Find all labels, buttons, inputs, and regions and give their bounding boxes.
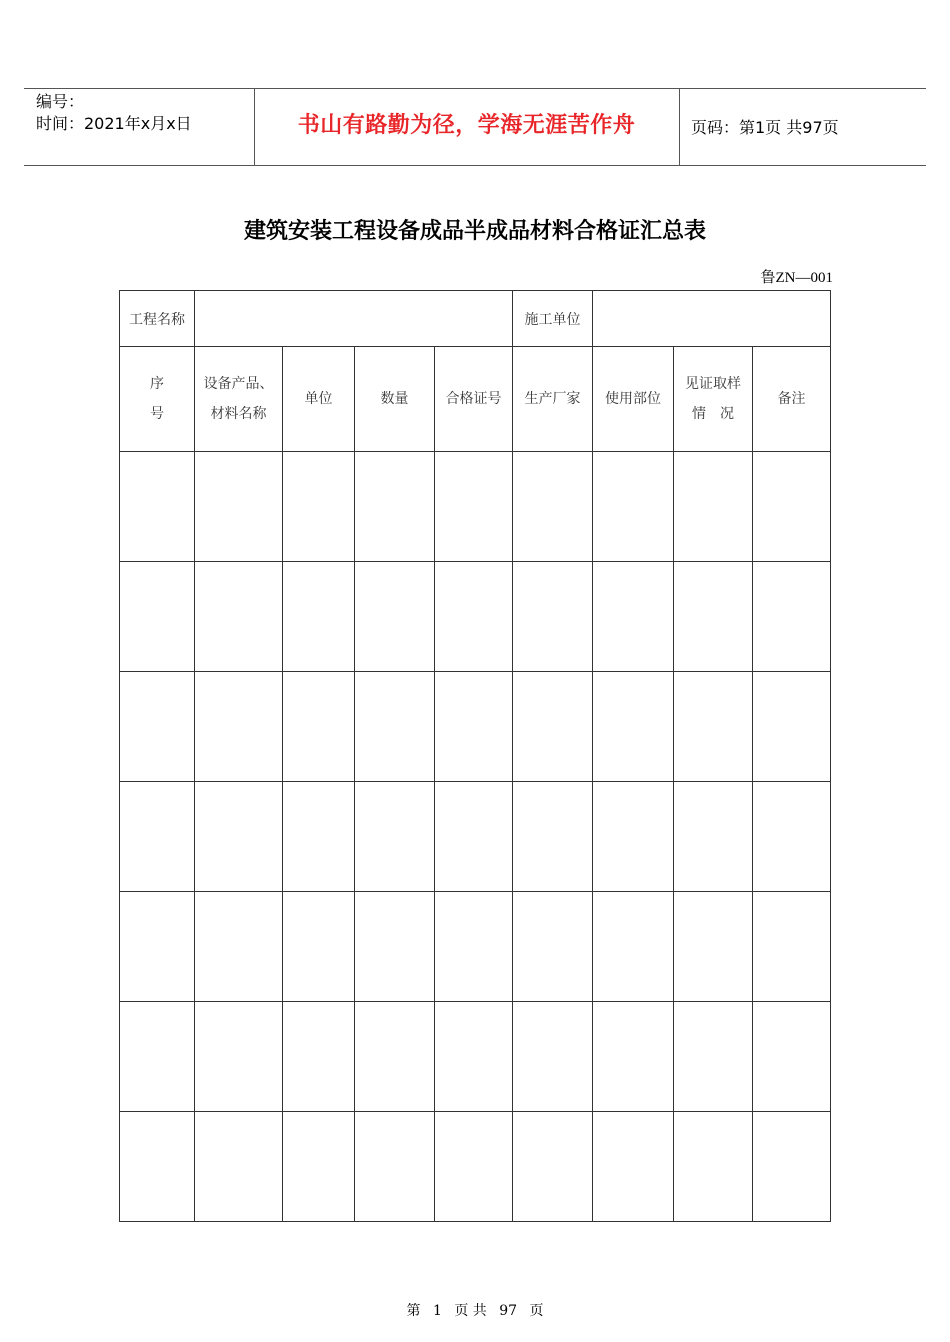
col-witness-line1: 见证取样 <box>685 376 741 392</box>
cell-quantity[interactable] <box>355 562 435 672</box>
cell-witness[interactable] <box>674 1002 753 1112</box>
time-label: 时间：2021年x月x日 <box>36 114 192 133</box>
cell-material[interactable] <box>195 562 283 672</box>
cell-usage-location[interactable] <box>593 672 674 782</box>
cell-remarks[interactable] <box>753 892 831 1002</box>
cell-usage-location[interactable] <box>593 452 674 562</box>
footer-current-page: 1 <box>432 1303 442 1319</box>
cell-manufacturer[interactable] <box>513 562 593 672</box>
cell-witness[interactable] <box>674 1112 753 1222</box>
cell-remarks[interactable] <box>753 452 831 562</box>
page-footer <box>0 1300 950 1320</box>
cell-manufacturer[interactable] <box>513 782 593 892</box>
cell-certificate-no[interactable] <box>435 1112 513 1222</box>
table-row <box>120 562 831 672</box>
cell-certificate-no[interactable] <box>435 672 513 782</box>
header-top-rule <box>24 88 926 89</box>
cell-usage-location[interactable] <box>593 1002 674 1112</box>
col-certificate-no: 合格证号 <box>435 347 513 452</box>
table-body <box>120 452 831 1222</box>
col-witness-line2: 情 况 <box>692 406 734 422</box>
cell-seq[interactable] <box>120 1112 195 1222</box>
header-bottom-rule <box>24 165 926 166</box>
col-seq <box>120 347 195 452</box>
cell-quantity[interactable] <box>355 892 435 1002</box>
cell-unit[interactable] <box>283 782 355 892</box>
footer-suffix: 页 <box>529 1303 544 1319</box>
cell-quantity[interactable] <box>355 452 435 562</box>
footer-prefix: 第 <box>406 1303 421 1319</box>
col-material-line2: 材料名称 <box>210 406 267 422</box>
col-witness <box>674 347 753 452</box>
cell-quantity[interactable] <box>355 1112 435 1222</box>
cell-quantity[interactable] <box>355 672 435 782</box>
cell-certificate-no[interactable] <box>435 1002 513 1112</box>
cell-usage-location[interactable] <box>593 1112 674 1222</box>
project-name-label: 工程名称 <box>120 291 195 347</box>
cell-material[interactable] <box>195 892 283 1002</box>
cell-seq[interactable] <box>120 672 195 782</box>
cell-unit[interactable] <box>283 1112 355 1222</box>
col-usage-location: 使用部位 <box>593 347 674 452</box>
contractor-field[interactable] <box>593 291 831 347</box>
col-manufacturer: 生产厂家 <box>513 347 593 452</box>
table-row <box>120 782 831 892</box>
cell-material[interactable] <box>195 452 283 562</box>
cell-unit[interactable] <box>283 892 355 1002</box>
cell-manufacturer[interactable] <box>513 892 593 1002</box>
contractor-label: 施工单位 <box>513 291 593 347</box>
cell-witness[interactable] <box>674 452 753 562</box>
cell-quantity[interactable] <box>355 782 435 892</box>
page-title: 建筑安装工程设备成品半成品材料合格证汇总表 <box>243 218 706 244</box>
cell-unit[interactable] <box>283 1002 355 1112</box>
cell-seq[interactable] <box>120 562 195 672</box>
page-info: 页码：第1页 共97页 <box>691 118 839 137</box>
motto-text: 书山有路勤为径，学海无涯苦作舟 <box>297 113 636 138</box>
col-seq-line2: 号 <box>150 406 164 422</box>
summary-table <box>119 290 831 1222</box>
cell-certificate-no[interactable] <box>435 782 513 892</box>
cell-witness[interactable] <box>674 892 753 1002</box>
table-row <box>120 1002 831 1112</box>
cell-certificate-no[interactable] <box>435 892 513 1002</box>
table-row <box>120 672 831 782</box>
footer-total-pages: 97 <box>499 1303 518 1319</box>
cell-seq[interactable] <box>120 1002 195 1112</box>
cell-remarks[interactable] <box>753 672 831 782</box>
cell-unit[interactable] <box>283 672 355 782</box>
project-name-field[interactable] <box>195 291 513 347</box>
project-info-row <box>120 291 831 347</box>
cell-remarks[interactable] <box>753 1002 831 1112</box>
cell-certificate-no[interactable] <box>435 452 513 562</box>
cell-seq[interactable] <box>120 452 195 562</box>
cell-usage-location[interactable] <box>593 782 674 892</box>
cell-remarks[interactable] <box>753 782 831 892</box>
col-quantity: 数量 <box>355 347 435 452</box>
cell-witness[interactable] <box>674 672 753 782</box>
cell-seq[interactable] <box>120 892 195 1002</box>
table-row <box>120 452 831 562</box>
cell-remarks[interactable] <box>753 562 831 672</box>
cell-certificate-no[interactable] <box>435 562 513 672</box>
cell-unit[interactable] <box>283 562 355 672</box>
cell-seq[interactable] <box>120 782 195 892</box>
cell-material[interactable] <box>195 672 283 782</box>
cell-usage-location[interactable] <box>593 892 674 1002</box>
col-remarks: 备注 <box>753 347 831 452</box>
cell-remarks[interactable] <box>753 1112 831 1222</box>
col-material <box>195 347 283 452</box>
col-material-line1: 设备产品、 <box>203 376 274 392</box>
cell-usage-location[interactable] <box>593 562 674 672</box>
cell-manufacturer[interactable] <box>513 1112 593 1222</box>
cell-material[interactable] <box>195 1112 283 1222</box>
cell-manufacturer[interactable] <box>513 1002 593 1112</box>
serial-label: 编号： <box>36 92 85 111</box>
cell-material[interactable] <box>195 782 283 892</box>
column-header-row <box>120 347 831 452</box>
col-seq-line1: 序 <box>150 376 164 392</box>
header-divider-right <box>679 88 680 165</box>
table-row <box>120 1112 831 1222</box>
cell-unit[interactable] <box>283 452 355 562</box>
form-number: 鲁ZN—001 <box>760 270 833 286</box>
cell-manufacturer[interactable] <box>513 672 593 782</box>
cell-material[interactable] <box>195 1002 283 1112</box>
cell-manufacturer[interactable] <box>513 452 593 562</box>
footer-middle: 页 共 <box>454 1303 487 1319</box>
col-unit: 单位 <box>283 347 355 452</box>
cell-witness[interactable] <box>674 562 753 672</box>
cell-witness[interactable] <box>674 782 753 892</box>
table-row <box>120 892 831 1002</box>
cell-quantity[interactable] <box>355 1002 435 1112</box>
